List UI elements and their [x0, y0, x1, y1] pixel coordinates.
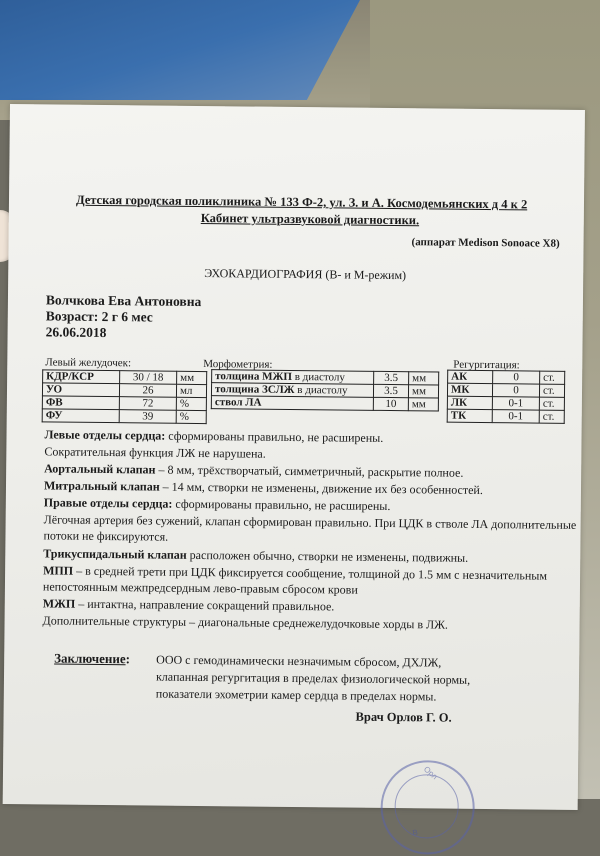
regurg-value: 0-1: [492, 397, 539, 410]
table-row: [447, 396, 564, 410]
atrial-septum-finding: МПП – в средней трети при ЦДК фиксируется сообщение, толщиной до 1.5 мм с незначительным: [43, 563, 548, 583]
exam-date: 26.06.2018: [45, 324, 107, 341]
lv-unit: %: [176, 397, 206, 410]
pulmonary-artery-finding-cont: потоки не фиксируются.: [43, 528, 169, 544]
aortic-valve-finding: Аортальный клапан – 8 мм, трёхстворчатый, симметричный, раскрытие полное.: [44, 461, 464, 480]
morph-param: толщина ЗСЛЖ в диастолу: [211, 383, 373, 398]
lv-value: 30 / 18: [120, 371, 177, 385]
morph-unit: мм: [409, 372, 439, 385]
regurg-unit: ст.: [539, 410, 564, 423]
right-heart-finding: Правые отделы сердца: сформированы правильно, не расширены.: [43, 495, 391, 514]
lv-param: ФВ: [42, 396, 119, 410]
patient-age: Возраст: 2 г 6 мес: [45, 308, 153, 325]
lv-param: УО: [42, 383, 119, 397]
regurg-value: 0-1: [492, 410, 539, 423]
regurg-valve: АК: [448, 370, 493, 383]
table-row: [447, 383, 564, 397]
morph-section-label: Морфометрия:: [203, 358, 273, 371]
left-heart-finding: Левые отделы сердца: сформированы правильно, не расширены.: [44, 427, 384, 445]
morph-param: толщина МЖП в диастолу: [212, 370, 374, 385]
regurg-value: 0: [493, 371, 540, 384]
regurg-section-label: Регургитация:: [453, 358, 520, 372]
regurg-unit: ст.: [539, 397, 564, 410]
regurg-valve: ЛК: [447, 396, 492, 409]
patient-name: Волчкова Ева Антоновна: [45, 292, 202, 310]
lv-table: [42, 369, 208, 424]
atrial-septum-finding-cont: непостоянным межпредсердным лево-правым сбросом крови: [42, 579, 358, 597]
table-row: [448, 370, 565, 384]
clinic-header: Детская городская поликлиника № 133 Ф-2, ул. З. и А. Космодемьянских д 4 к 2: [75, 192, 528, 212]
lv-unit: мл: [176, 384, 206, 397]
morph-param: ствол ЛА: [211, 396, 373, 411]
conclusion-line-3: показатели эхометрии камер сердца в пределах нормы.: [155, 686, 437, 704]
lv-section-label: Левый желудочек:: [45, 356, 132, 370]
morph-value: 10: [373, 397, 408, 410]
cabinet-header: Кабинет ультразвуковой диагностики.: [200, 211, 420, 228]
conclusion-label: Заключение:: [54, 650, 131, 667]
lv-param: ФУ: [42, 409, 119, 423]
mitral-valve-finding: Митральный клапан – 14 мм, створки не изменены, движение их без особенностей.: [43, 478, 483, 497]
conclusion-line-2: клапанная регургитация в пределах физиологической нормы,: [155, 669, 471, 687]
echocardiography-report-sheet: [3, 104, 585, 838]
report-title: ЭХОКАРДИОГРАФИЯ (В- и М-режим): [204, 266, 407, 283]
additional-structures-finding: Дополнительные структуры – диагональные среднежелудочковые хорды в ЛЖ.: [42, 613, 449, 632]
lv-param: КДР/КСР: [43, 370, 120, 384]
lv-value: 72: [119, 397, 176, 411]
morph-value: 3.5: [373, 384, 408, 397]
regurg-valve: ТК: [447, 409, 492, 422]
regurg-valve: МК: [447, 383, 492, 396]
conclusion-line-1: ООО с гемодинамически незначимым сбросом, ДХЛЖ,: [156, 652, 442, 670]
regurg-unit: ст.: [539, 384, 564, 397]
table-row: [211, 396, 438, 411]
lv-unit: мм: [177, 371, 207, 384]
table-row: [42, 409, 206, 424]
pulmonary-artery-finding: Лёгочная артерия без сужений, клапан сформирован правильно. При ЦДК в стволе ЛА дополнительные: [43, 512, 577, 532]
regurg-value: 0: [492, 384, 539, 397]
device-label: (аппарат Medison Sonoace X8): [411, 236, 560, 250]
regurg-unit: ст.: [540, 371, 565, 384]
doctor-stamp: Орл В: [380, 760, 475, 855]
lv-value: 26: [119, 384, 176, 398]
morphometry-table: [211, 369, 439, 411]
lv-value: 39: [119, 410, 176, 424]
contractility-finding: Сократительная функция ЛЖ не нарушена.: [44, 444, 266, 461]
regurgitation-table: [447, 370, 566, 424]
doctor-signature: Врач Орлов Г. О.: [355, 709, 452, 725]
ventricular-septum-finding: МЖП – интактна, направление сокращений правильное.: [42, 596, 335, 614]
morph-unit: мм: [408, 398, 438, 411]
table-row: [43, 370, 207, 385]
table-row: [447, 409, 564, 423]
morph-unit: мм: [408, 385, 438, 398]
morph-value: 3.5: [374, 371, 409, 384]
background-chair: [0, 0, 360, 100]
tricuspid-valve-finding: Трикуспидальный клапан расположен обычно, створки не изменены, подвижны.: [43, 546, 469, 565]
lv-unit: %: [176, 410, 206, 423]
